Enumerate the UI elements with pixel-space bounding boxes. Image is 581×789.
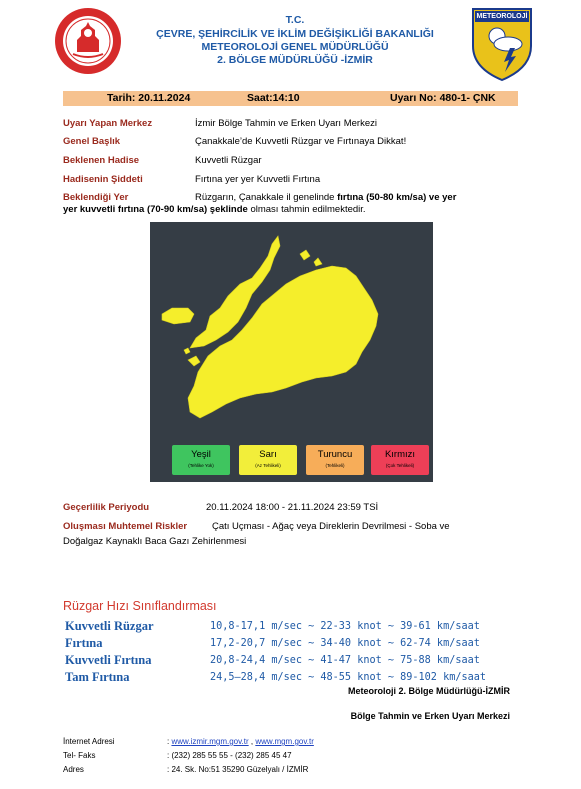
web-sep: , [248, 737, 256, 746]
place-label: Beklendiği Yer [63, 192, 129, 203]
address-value: : 24. Sk. No:51 35290 Güzelyalı / İZMİR [167, 765, 309, 774]
class-name-strong-storm: Kuvvetli Fırtına [65, 653, 152, 667]
warning-number: Uyarı No: 480-1- ÇNK [390, 92, 496, 104]
address-label: Adres [63, 765, 84, 774]
center-label: Uyarı Yapan Merkez [63, 118, 153, 129]
place-value-line2 [63, 204, 366, 215]
event-value: Kuvvetli Rüzgar [195, 155, 262, 166]
legend-green [172, 445, 230, 475]
province-shape [162, 236, 378, 418]
legend-orange-label: Turuncu [317, 449, 353, 460]
legend-yellow-label: Sarı [259, 449, 277, 460]
risks-value-1: Çatı Uçması - Ağaç veya Direklerin Devrilmesi - Soba ve [212, 521, 450, 532]
warning-time: Saat:14:10 [247, 92, 300, 104]
event-label: Beklenen Hadise [63, 155, 140, 166]
place-text-3: yer kuvvetli fırtına (70-90 km/sa) şeklinde [63, 204, 248, 215]
phone-label: Tel- Faks [63, 751, 96, 760]
classification-title: Rüzgar Hızı Sınıflandırması [63, 599, 217, 613]
ministry-logo [53, 6, 123, 76]
warning-map [150, 222, 433, 482]
severity-label: Hadisenin Şiddeti [63, 174, 143, 185]
class-name-storm: Fırtına [65, 636, 103, 650]
risks-label: Oluşması Muhtemel Riskler [63, 521, 188, 532]
legend-red [371, 445, 429, 475]
web-colon: : [167, 737, 172, 746]
validity-label: Geçerlilik Periyodu [63, 502, 150, 513]
risks-value-2: Doğalgaz Kaynaklı Baca Gazı Zehirlenmesi [63, 536, 247, 547]
class-value-storm: 17,2-20,7 m/sec ~ 34-40 knot ~ 62-74 km/saat [210, 638, 480, 649]
validity-value: 20.11.2024 18:00 - 21.11.2024 23:59 TSİ [206, 502, 379, 513]
legend-orange-sub: (Tehlikeli) [325, 463, 345, 468]
website-link-mgm[interactable]: www.mgm.gov.tr [255, 737, 314, 746]
legend-green-sub: (Tehlike Yok) [188, 463, 214, 468]
web-links [167, 737, 314, 746]
meteoroloji-logo-text: METEOROLOJİ [476, 13, 528, 20]
legend-orange [306, 445, 364, 475]
warning-date: Tarih: 20.11.2024 [107, 92, 191, 104]
place-text-2: fırtına (50-80 km/sa) ve yer [337, 192, 457, 203]
legend-red-label: Kırmızı [384, 449, 416, 460]
legend-red-sub: (Çok Tehlikeli) [385, 463, 415, 468]
place-text-4: olması tahmin edilmektedir. [247, 204, 366, 215]
title-value: Çanakkale’de Kuvvetli Rüzgar ve Fırtınaya Dikkat! [195, 136, 407, 147]
web-label: İnternet Adresi [63, 737, 115, 746]
legend-yellow-sub: (Az Tehlikeli) [255, 463, 281, 468]
class-value-strong-wind: 10,8-17,1 m/sec ~ 22-33 knot ~ 39-61 km/saat [210, 621, 480, 632]
title-label: Genel Başlık [63, 136, 121, 147]
severity-value: Fırtına yer yer Kuvvetli Fırtına [195, 174, 321, 185]
class-value-strong-storm: 20,8-24,4 m/sec ~ 41-47 knot ~ 75-88 km/saat [210, 655, 480, 666]
signature-directorate: Meteoroloji 2. Bölge Müdürlüğü-İZMİR [348, 686, 510, 696]
header-region: 2. BÖLGE MÜDÜRLÜĞÜ -İZMİR [217, 54, 373, 66]
header-ministry: ÇEVRE, ŞEHİRCİLİK VE İKLİM DEĞİŞİKLİĞİ BAKANLIĞI [156, 28, 434, 40]
place-value [195, 192, 519, 204]
class-name-strong-wind: Kuvvetli Rüzgar [65, 619, 154, 633]
class-value-full-storm: 24,5–28,4 m/sec ~ 48-55 knot ~ 89-102 km/saat [210, 672, 487, 683]
signature-center: Bölge Tahmin ve Erken Uyarı Merkezi [350, 711, 510, 721]
header-directorate: METEOROLOJİ GENEL MÜDÜRLÜĞÜ [201, 41, 389, 53]
place-text-1: Rüzgarın, Çanakkale il genelinde [195, 192, 338, 203]
website-link-izmir[interactable]: www.izmir.mgm.gov.tr [171, 737, 249, 746]
center-value: İzmir Bölge Tahmin ve Erken Uyarı Merkezi [195, 118, 377, 129]
canakkale-map [150, 222, 433, 482]
class-name-full-storm: Tam Fırtına [65, 670, 130, 684]
legend-green-label: Yeşil [191, 449, 211, 460]
meteoroloji-logo [470, 6, 534, 82]
header-tc: T.C. [285, 14, 305, 26]
phone-value: : (232) 285 55 55 - (232) 285 45 47 [167, 751, 292, 760]
legend-yellow [239, 445, 297, 475]
info-bar [63, 91, 518, 106]
